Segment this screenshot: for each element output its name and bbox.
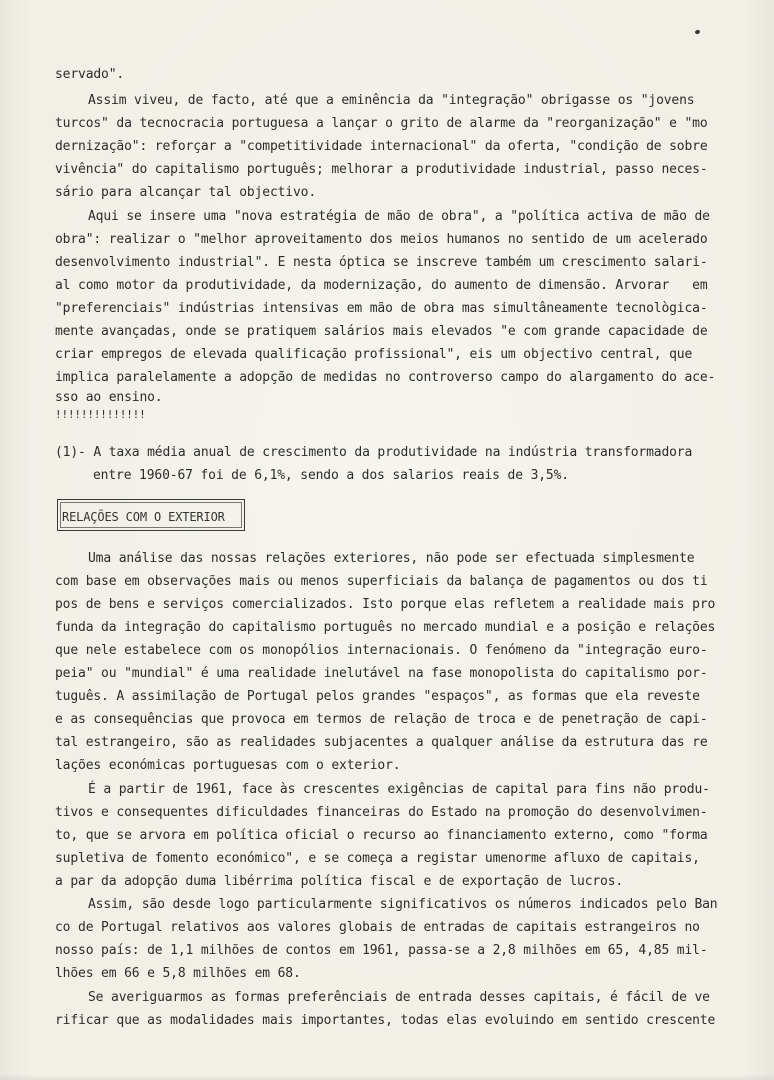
text-line: e as consequências que provoca em termos de relação de troca e de penetração de capi- <box>55 712 708 727</box>
text-line: nosso país: de 1,1 milhões de contos em 1961, passa-se a 2,8 milhões em 65, 4,85 mil- <box>55 943 708 958</box>
text-line: Aqui se insere uma "nova estratégia de mão de obra", a "política activa de mão de <box>88 209 710 224</box>
text-line: desenvolvimento industrial". E nesta óptica se inscreve também um crescimento salari- <box>55 255 708 270</box>
text-line: lhões em 66 e 5,8 milhões em 68. <box>55 966 301 981</box>
text-line: rificar que as modalidades mais importantes, todas elas evoluindo em sentido crescente <box>55 1013 716 1028</box>
separator-marks: !!!!!!!!!!!!!! <box>55 408 146 421</box>
text-line: sso ao ensino. <box>55 390 163 405</box>
ink-speck <box>694 29 700 34</box>
text-line: com base em observações mais ou menos superficiais da balança de pagamentos ou dos ti <box>55 574 708 589</box>
section-heading: RELAÇÕES COM O EXTERIOR <box>62 510 225 524</box>
text-line: sário para alcançar tal objectivo. <box>55 185 317 200</box>
text-line: pos de bens e serviços comercializados. Isto porque elas refletem a realidade mais pro <box>55 597 716 612</box>
text-line: funda da integração do capitalismo português no mercado mundial e a posição e relações <box>55 620 716 635</box>
text-line: lações económicas portuguesas com o exterior. <box>55 758 401 773</box>
text-line: criar empregos de elevada qualificação profissional", eis um objectivo central, que <box>55 347 693 362</box>
text-line: mente avançadas, onde se pratiquem salários mais elevados "e com grande capacidade de <box>55 324 708 339</box>
text-line: vivência" do capitalismo português; melhorar a produtividade industrial, passo neces- <box>55 162 708 177</box>
text-line: Assim, são desde logo particularmente significativos os números indicados pelo Ban <box>88 897 718 912</box>
text-line: turcos" da tecnocracia portuguesa a lançar o grito de alarme da "reorganização" e "mo <box>55 116 708 131</box>
text-line: Se averiguarmos as formas preferênciais de entrada desses capitais, é fácil de ve <box>88 990 710 1005</box>
text-line: peia" ou "mundial" é uma realidade inelutável na fase monopolista do capitalismo por- <box>55 666 708 681</box>
text-line: É a partir de 1961, face às crescentes exigências de capital para fins não produ- <box>88 782 710 797</box>
text-line: to, que se arvora em política oficial o recurso ao financiamento externo, como "forma <box>55 828 708 843</box>
text-line: tal estrangeiro, são as realidades subjacentes a qualquer análise da estrutura das re <box>55 735 708 750</box>
page-bottom-edge <box>0 1074 774 1080</box>
text-line: que nele estabelece com os monopólios internacionais. O fenómeno da "integração euro- <box>55 643 708 658</box>
text-line: Assim viveu, de facto, até que a eminência da "integração" obrigasse os "jovens <box>88 93 695 108</box>
text-line: servado". <box>55 67 125 82</box>
text-line: Uma análise das nossas relações exteriores, não pode ser efectuada simplesmente <box>88 551 695 566</box>
text-line: implica paralelamente a adopção de medidas no controverso campo do alargamento do ace- <box>55 370 716 385</box>
footnote-line: (1)- A taxa média anual de crescimento da produtividade na indústria transformadora <box>55 445 693 460</box>
text-line: tivos e consequentes dificuldades financeiras do Estado na promoção do desenvolvimen- <box>55 805 708 820</box>
text-line: supletiva de fomento económico", e se começa a registar umenorme afluxo de capitais, <box>55 851 700 866</box>
text-line: "preferenciais" indústrias intensivas em mão de obra mas simultâneamente tecnològica- <box>55 301 708 316</box>
text-line: al como motor da produtividade, da modernização, do aumento de dimensão. Arvorar em <box>55 278 708 293</box>
text-line: obra": realizar o "melhor aproveitamento dos meios humanos no sentido de um acelerado <box>55 232 708 247</box>
text-line: a par da adopção duma libérrima política fiscal e de exportação de lucros. <box>55 874 624 889</box>
footnote-line: entre 1960-67 foi de 6,1%, sendo a dos salarios reais de 3,5%. <box>93 468 569 483</box>
text-line: tuguês. A assimilação de Portugal pelos grandes "espaços", as formas que ela reveste <box>55 689 700 704</box>
text-line: co de Portugal relativos aos valores globais de entradas de capitais estrangeiros no <box>55 920 700 935</box>
text-line: dernização": reforçar a "competitividade internacional" da oferta, "condição de sobre <box>55 139 708 154</box>
